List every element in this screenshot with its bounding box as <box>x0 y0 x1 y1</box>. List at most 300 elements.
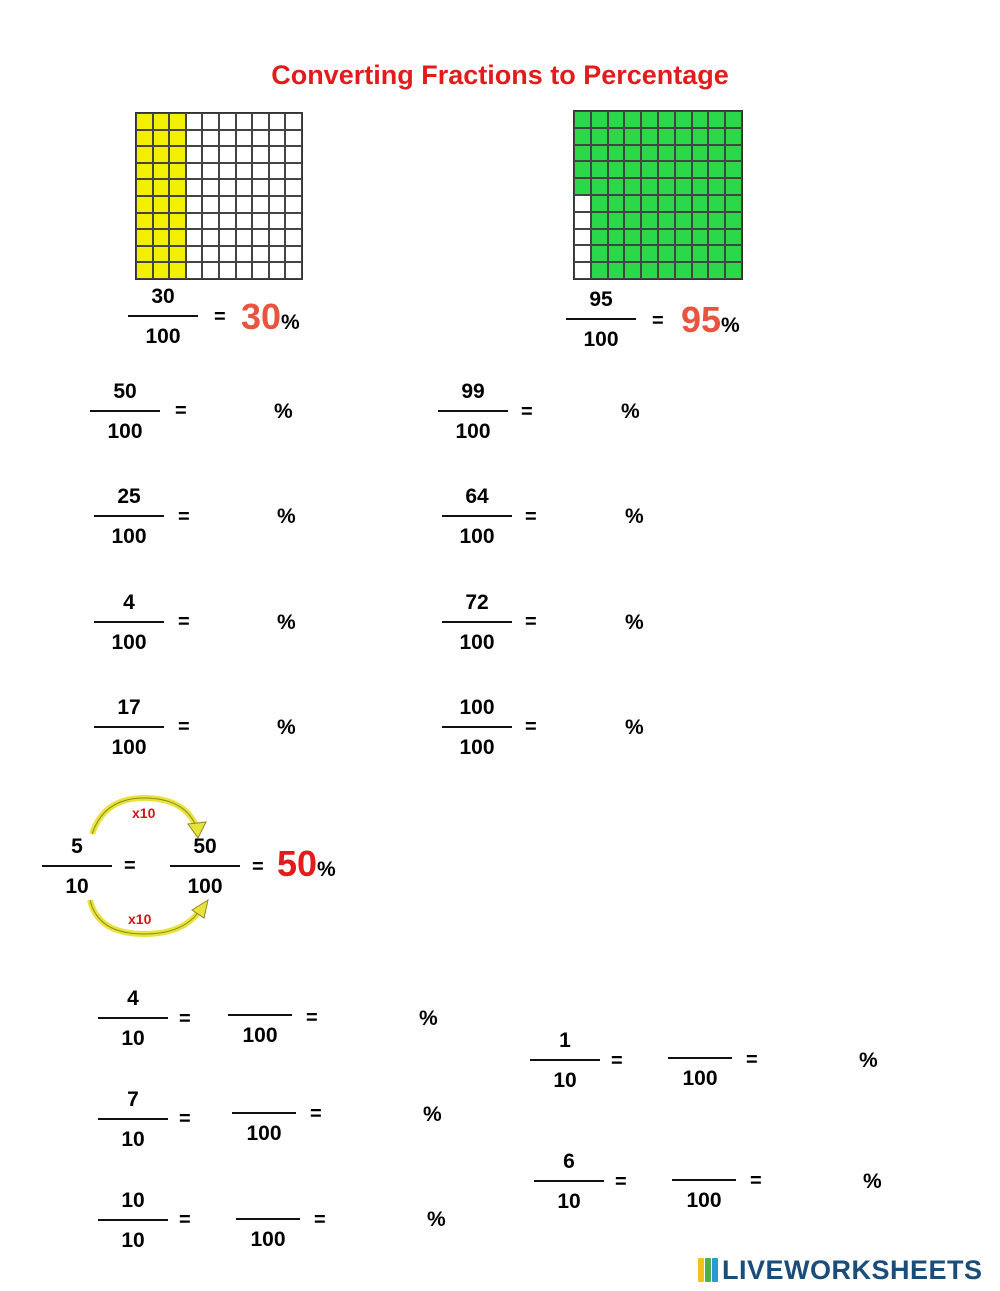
numerator: 4 <box>127 987 139 1010</box>
equals-sign: = <box>525 611 537 633</box>
grid-cell <box>252 229 269 246</box>
grid-cell <box>608 262 625 279</box>
numerator: 6 <box>563 1150 575 1173</box>
grid-cell <box>624 178 641 195</box>
grid-cell <box>708 145 725 162</box>
grid-cell <box>153 196 170 213</box>
liveworksheets-logo[interactable] <box>698 1253 983 1287</box>
denominator: 10 <box>553 1069 577 1092</box>
denominator: 100 <box>459 631 495 654</box>
denominator: 100 <box>242 1024 278 1047</box>
equals-sign: = <box>525 716 537 738</box>
grid-cell <box>692 195 709 212</box>
fraction-bar <box>94 726 164 728</box>
example-fraction-95 <box>566 289 636 350</box>
grid-cell <box>269 163 286 180</box>
grid-cell <box>219 213 236 230</box>
grid-cell <box>169 229 186 246</box>
logo-text: LIVEWORKSHEETS <box>722 1254 983 1285</box>
grid-cell <box>708 161 725 178</box>
denominator: 10 <box>121 1128 145 1151</box>
grid-cell <box>608 161 625 178</box>
percent-answer-blank[interactable]: % <box>625 716 644 739</box>
grid-cell <box>269 179 286 196</box>
percent-answer-blank[interactable]: % <box>423 1103 442 1126</box>
grid-cell <box>236 163 253 180</box>
numerator: 25 <box>117 485 141 508</box>
denominator: 100 <box>145 325 181 348</box>
grid-cell <box>219 229 236 246</box>
example-fraction-30 <box>128 286 198 347</box>
grid-cell <box>269 196 286 213</box>
grid-cell <box>236 130 253 147</box>
grid-cell <box>574 145 591 162</box>
tens-exercise-fraction <box>530 1030 600 1091</box>
grid-cell <box>269 229 286 246</box>
grid-cell <box>236 262 253 279</box>
grid-cell <box>658 262 675 279</box>
grid-cell <box>658 178 675 195</box>
equals-sign: = <box>179 1209 191 1231</box>
fraction-bar <box>534 1180 604 1182</box>
grid-cell <box>186 213 203 230</box>
grid-cell <box>624 145 641 162</box>
grid-cell <box>219 146 236 163</box>
numerator: 100 <box>459 696 495 719</box>
fraction-bar <box>672 1179 736 1181</box>
grid-cell <box>153 213 170 230</box>
fraction-bar <box>530 1059 600 1061</box>
example-answer-30 <box>241 296 300 338</box>
numerator: 1 <box>559 1029 571 1052</box>
percent-answer-blank[interactable]: % <box>621 400 640 423</box>
grid-cell <box>153 179 170 196</box>
numerator: 50 <box>113 380 137 403</box>
grid-cell <box>136 146 153 163</box>
grid-cell <box>725 245 742 262</box>
grid-cell <box>658 145 675 162</box>
grid-cell <box>269 246 286 263</box>
grid-cell <box>574 229 591 246</box>
fraction-bar <box>98 1118 168 1120</box>
grid-cell <box>153 229 170 246</box>
grid-cell <box>725 195 742 212</box>
fraction-bar <box>438 410 508 412</box>
grid-cell <box>136 196 153 213</box>
grid-cell <box>236 113 253 130</box>
grid-cell <box>708 245 725 262</box>
grid-cell <box>608 178 625 195</box>
grid-cell <box>219 196 236 213</box>
fraction-bar <box>94 515 164 517</box>
grid-cell <box>675 245 692 262</box>
percent-answer-blank[interactable]: % <box>427 1208 446 1231</box>
multiplier-label-top: x10 <box>132 805 156 821</box>
tens-exercise-fraction <box>534 1151 604 1212</box>
tens-exercise-fraction <box>98 1190 168 1251</box>
denominator: 100 <box>686 1189 722 1212</box>
grid-cell <box>219 163 236 180</box>
grid-cell <box>675 128 692 145</box>
tens-example-fraction <box>42 836 112 897</box>
fraction-bar <box>442 515 512 517</box>
denominator: 10 <box>121 1027 145 1050</box>
grid-cell <box>624 195 641 212</box>
grid-cell <box>169 146 186 163</box>
tens-exercise-fraction <box>98 1089 168 1150</box>
equals-sign: = <box>306 1007 318 1029</box>
multiplier-label-bottom: x10 <box>128 911 152 927</box>
grid-cell <box>591 178 608 195</box>
grid-cell <box>658 245 675 262</box>
grid-cell <box>658 229 675 246</box>
grid-cell <box>608 212 625 229</box>
fraction-bar <box>232 1112 296 1114</box>
grid-cell <box>186 130 203 147</box>
numerator: 72 <box>465 591 489 614</box>
grid-cell <box>624 111 641 128</box>
grid-cell <box>252 262 269 279</box>
equals-sign: = <box>310 1103 322 1125</box>
grid-cell <box>708 111 725 128</box>
grid-cell <box>725 212 742 229</box>
denominator: 100 <box>246 1122 282 1145</box>
grid-cell <box>574 111 591 128</box>
grid-cell <box>675 262 692 279</box>
grid-cell <box>708 128 725 145</box>
denominator: 10 <box>65 875 89 898</box>
grid-cell <box>219 179 236 196</box>
grid-cell <box>725 262 742 279</box>
fraction-bar <box>90 410 160 412</box>
denominator: 100 <box>107 420 143 443</box>
equals-sign: = <box>746 1049 758 1071</box>
grid-cell <box>285 146 302 163</box>
grid-cell <box>285 113 302 130</box>
grid-cell <box>202 130 219 147</box>
grid-cell <box>202 179 219 196</box>
grid-cell <box>136 163 153 180</box>
numerator: 7 <box>127 1088 139 1111</box>
grid-cell <box>608 229 625 246</box>
percent-sign: % <box>721 314 740 337</box>
blank-numerator-fraction[interactable] <box>672 1179 736 1213</box>
denominator: 100 <box>187 875 223 898</box>
fraction-bar <box>668 1057 732 1059</box>
grid-cell <box>202 163 219 180</box>
grid-cell <box>641 245 658 262</box>
grid-cell <box>153 113 170 130</box>
grid-cell <box>285 229 302 246</box>
grid-cell <box>186 113 203 130</box>
grid-cell <box>675 161 692 178</box>
grid-cell <box>708 178 725 195</box>
grid-cell <box>641 262 658 279</box>
denominator: 100 <box>455 420 491 443</box>
grid-cell <box>153 146 170 163</box>
blank-numerator-fraction[interactable] <box>236 1218 300 1252</box>
grid-cell <box>285 246 302 263</box>
grid-cell <box>153 246 170 263</box>
grid-cell <box>675 178 692 195</box>
grid-cell <box>202 146 219 163</box>
numerator: 10 <box>121 1189 145 1212</box>
exercise-fraction <box>94 486 164 547</box>
grid-cell <box>236 213 253 230</box>
grid-cell <box>608 111 625 128</box>
percent-sign: % <box>281 311 300 334</box>
grid-cell <box>269 262 286 279</box>
grid-cell <box>641 145 658 162</box>
fraction-bar <box>94 621 164 623</box>
grid-cell <box>692 262 709 279</box>
grid-cell <box>608 245 625 262</box>
grid-cell <box>675 212 692 229</box>
percent-answer-blank[interactable]: % <box>419 1007 438 1030</box>
grid-cell <box>608 145 625 162</box>
grid-cell <box>285 179 302 196</box>
grid-cell <box>725 178 742 195</box>
fraction-bar <box>228 1014 292 1016</box>
equals-sign: = <box>178 611 190 633</box>
grid-cell <box>169 213 186 230</box>
grid-cell <box>692 145 709 162</box>
grid-cell <box>692 229 709 246</box>
grid-cell <box>591 111 608 128</box>
fraction-bar <box>442 726 512 728</box>
grid-cell <box>641 195 658 212</box>
grid-cell <box>591 195 608 212</box>
grid-cell <box>153 163 170 180</box>
equals-sign: = <box>175 400 187 422</box>
grid-cell <box>692 161 709 178</box>
grid-cell <box>641 128 658 145</box>
grid-cell <box>202 229 219 246</box>
percent-answer-blank[interactable]: % <box>625 611 644 634</box>
grid-cell <box>692 178 709 195</box>
grid-cell <box>136 246 153 263</box>
grid-cell <box>269 213 286 230</box>
equals-sign: = <box>652 310 664 332</box>
numerator: 95 <box>589 288 613 311</box>
equals-sign: = <box>615 1171 627 1193</box>
grid-cell <box>574 161 591 178</box>
grid-cell <box>574 212 591 229</box>
grid-cell <box>574 262 591 279</box>
page-title: Converting Fractions to Percentage <box>271 60 729 90</box>
grid-cell <box>252 146 269 163</box>
equals-sign: = <box>179 1108 191 1130</box>
equals-sign: = <box>252 856 264 878</box>
grid-cell <box>153 262 170 279</box>
equals-sign: = <box>178 506 190 528</box>
grid-cell <box>692 128 709 145</box>
grid-cell <box>202 262 219 279</box>
grid-cell <box>169 246 186 263</box>
grid-cell <box>186 262 203 279</box>
denominator: 10 <box>557 1190 581 1213</box>
grid-cell <box>136 113 153 130</box>
grid-cell <box>708 229 725 246</box>
grid-cell <box>252 130 269 147</box>
grid-cell <box>658 212 675 229</box>
denominator: 100 <box>583 328 619 351</box>
grid-cell <box>608 195 625 212</box>
numerator: 64 <box>465 485 489 508</box>
grid-cell <box>169 262 186 279</box>
grid-cell <box>285 262 302 279</box>
grid-cell <box>591 262 608 279</box>
grid-cell <box>236 146 253 163</box>
grid-cell <box>591 212 608 229</box>
grid-cell <box>219 113 236 130</box>
numerator: 4 <box>123 591 135 614</box>
numerator: 17 <box>117 696 141 719</box>
grid-cell <box>641 178 658 195</box>
example-answer-95 <box>681 299 740 341</box>
grid-cell <box>169 196 186 213</box>
grid-cell <box>658 195 675 212</box>
grid-cell <box>219 130 236 147</box>
denominator: 100 <box>459 525 495 548</box>
equals-sign: = <box>314 1209 326 1231</box>
grid-cell <box>186 163 203 180</box>
grid-cell <box>658 128 675 145</box>
grid-cell <box>236 179 253 196</box>
blank-numerator-fraction[interactable] <box>232 1112 296 1146</box>
grid-cell <box>574 195 591 212</box>
percent-answer-blank[interactable]: % <box>277 505 296 528</box>
grid-cell <box>252 246 269 263</box>
denominator: 100 <box>111 736 147 759</box>
grid-cell <box>574 128 591 145</box>
grid-cell <box>186 196 203 213</box>
grid-cell <box>169 163 186 180</box>
grid-cell <box>136 213 153 230</box>
equals-sign: = <box>179 1008 191 1030</box>
grid-cell <box>624 229 641 246</box>
grid-cell <box>269 146 286 163</box>
grid-cell <box>708 195 725 212</box>
grid-cell <box>574 178 591 195</box>
percent-answer-blank[interactable]: % <box>274 400 293 423</box>
fraction-bar <box>42 865 112 867</box>
grid-cell <box>186 246 203 263</box>
answer-value: 50 <box>277 843 318 884</box>
exercise-fraction <box>442 486 512 547</box>
denominator: 100 <box>459 736 495 759</box>
grid-cell <box>202 113 219 130</box>
percent-answer-blank[interactable]: % <box>277 611 296 634</box>
grid-cell <box>269 113 286 130</box>
grid-cell <box>658 111 675 128</box>
grid-cell <box>725 229 742 246</box>
grid-cell <box>202 213 219 230</box>
grid-cell <box>169 113 186 130</box>
grid-cell <box>725 111 742 128</box>
grid-cell <box>641 212 658 229</box>
numerator: 5 <box>71 835 83 858</box>
percent-answer-blank[interactable]: % <box>863 1170 882 1193</box>
grid-cell <box>202 246 219 263</box>
grid-cell <box>285 213 302 230</box>
answer-value: 95 <box>681 299 722 340</box>
grid-cell <box>608 128 625 145</box>
numerator: 50 <box>193 835 217 858</box>
percent-answer-blank[interactable]: % <box>277 716 296 739</box>
percent-answer-blank[interactable]: % <box>625 505 644 528</box>
equals-sign: = <box>525 506 537 528</box>
denominator: 100 <box>111 631 147 654</box>
grid-cell <box>252 179 269 196</box>
denominator: 100 <box>682 1067 718 1090</box>
fraction-bar <box>98 1219 168 1221</box>
grid-cell <box>169 179 186 196</box>
fraction-bar <box>128 315 198 317</box>
grid-cell <box>219 262 236 279</box>
grid-cell <box>658 161 675 178</box>
tens-exercise-fraction <box>98 988 168 1049</box>
tens-example-converted-fraction <box>170 836 240 897</box>
numerator: 30 <box>151 285 175 308</box>
fraction-bar <box>98 1017 168 1019</box>
denominator: 10 <box>121 1229 145 1252</box>
hundred-grid-green <box>573 110 743 280</box>
numerator: 99 <box>461 380 485 403</box>
exercise-fraction <box>442 592 512 653</box>
fraction-bar <box>236 1218 300 1220</box>
grid-cell <box>285 130 302 147</box>
grid-cell <box>252 113 269 130</box>
grid-cell <box>252 213 269 230</box>
grid-cell <box>624 262 641 279</box>
grid-cell <box>236 196 253 213</box>
equals-sign: = <box>124 855 136 877</box>
grid-cell <box>725 128 742 145</box>
grid-cell <box>186 179 203 196</box>
grid-cell <box>675 195 692 212</box>
grid-cell <box>692 212 709 229</box>
fraction-bar <box>170 865 240 867</box>
grid-cell <box>725 161 742 178</box>
denominator: 100 <box>111 525 147 548</box>
liveworksheets-logo-icon <box>698 1258 718 1282</box>
grid-cell <box>708 262 725 279</box>
grid-cell <box>725 145 742 162</box>
blank-numerator-fraction[interactable] <box>228 1014 292 1048</box>
grid-cell <box>252 196 269 213</box>
grid-cell <box>136 179 153 196</box>
answer-value: 30 <box>241 296 282 337</box>
grid-cell <box>285 196 302 213</box>
exercise-fraction <box>94 592 164 653</box>
grid-cell <box>252 163 269 180</box>
percent-answer-blank[interactable]: % <box>859 1049 878 1072</box>
blank-numerator-fraction[interactable] <box>668 1057 732 1091</box>
equals-sign: = <box>214 306 226 328</box>
equals-sign: = <box>521 401 533 423</box>
grid-cell <box>641 111 658 128</box>
grid-cell <box>641 161 658 178</box>
grid-cell <box>285 163 302 180</box>
grid-cell <box>136 229 153 246</box>
grid-cell <box>591 145 608 162</box>
grid-cell <box>692 245 709 262</box>
grid-cell <box>202 196 219 213</box>
grid-cell <box>591 229 608 246</box>
grid-cell <box>269 130 286 147</box>
grid-cell <box>641 229 658 246</box>
